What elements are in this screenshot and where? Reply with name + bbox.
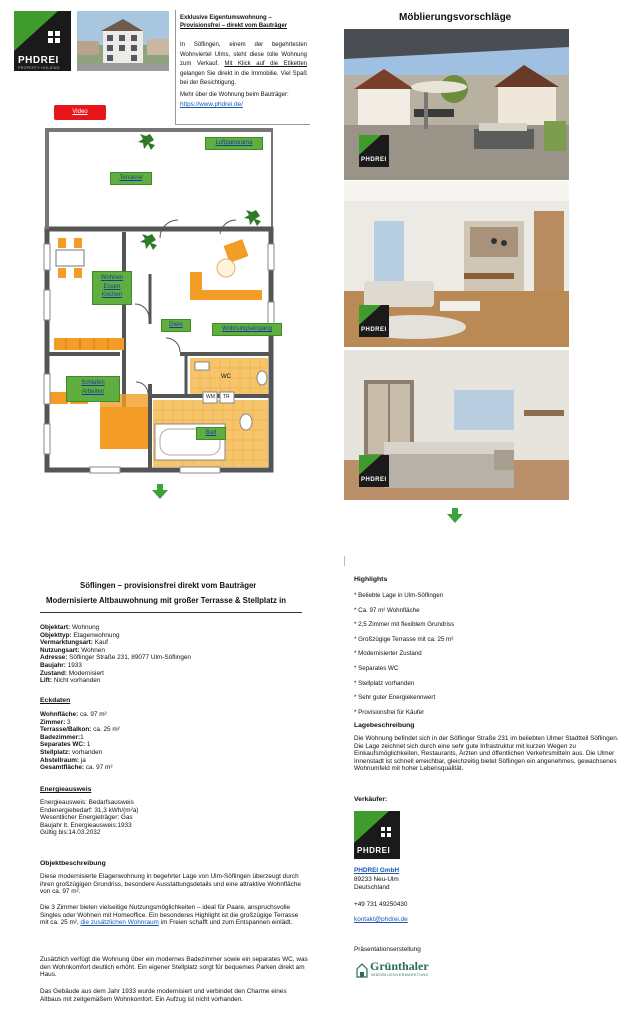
praesentation-label: Präsentationserstellung xyxy=(354,946,421,953)
fact-row: Lift: Nicht vorhanden xyxy=(40,677,101,685)
fact-row: Baujahr: 1933 xyxy=(40,661,82,669)
lage-title: Lagebeschreibung xyxy=(354,722,415,729)
terrace-render-photo xyxy=(344,29,569,180)
seller-title: Verkäufer: xyxy=(354,796,388,803)
facts-list xyxy=(40,624,191,685)
fact-row: Vermarktungsart: Kauf xyxy=(40,639,108,647)
energie-row: Gültig bis:14.03.2032 xyxy=(40,829,101,837)
objekt-p2-a: Die 3 Zimmer bieten vielseitige Nutzungsmöglichkeiten – ideal für Paare, anspruchsvolle Singles oder Wohnen mit Homeoffice. Ein besonderes Highlight ist die großzügige Terrasse mit ca. 25 m², xyxy=(40,904,299,927)
energie-row: Baujahr lt. Energieausweis:1933 xyxy=(40,821,132,829)
fact-row: Nutzungsart: Wohnen xyxy=(40,646,105,654)
fact-row: Adresse: Söflinger Straße 231, 89077 Ulm-Söflingen xyxy=(40,654,191,662)
intro-body-1: In Söflingen, einem der begehrtesten Wohnviertel Ulms, steht diese tolle Wohnung zum Verkauf. xyxy=(180,42,307,68)
building-photo xyxy=(77,11,169,71)
photo-logo-2 xyxy=(359,305,389,337)
seller-logo xyxy=(354,811,400,859)
objekt-title: Objektbeschreibung xyxy=(40,860,106,867)
objekt-p2-b: im Freien schafft und zum Entspannen einlädt. xyxy=(160,919,293,927)
eckdaten-row: Abstellraum: ja xyxy=(40,756,86,764)
label-diele[interactable]: Diele xyxy=(161,319,191,332)
eckdaten-row: Separates WC: 1 xyxy=(40,741,91,749)
seller-city: 89233 Neu-Ulm xyxy=(354,876,399,883)
phdrei-logo xyxy=(14,11,71,71)
fact-row: Objektart: Wohnung xyxy=(40,624,100,631)
seller-name-link[interactable]: PHDREI GmbH xyxy=(354,867,400,874)
energie-row: Wesentlicher Energieträger: Gas xyxy=(40,814,133,822)
label-wm: WM xyxy=(206,394,215,400)
video-label: Video xyxy=(72,109,88,115)
objekt-p2-link[interactable]: die zusätzlichen Wohnraum xyxy=(80,919,159,927)
photo-logo-1-brand: PHDREI xyxy=(361,157,387,163)
intro-body-2: gelangen Sie direkt in die Immobilie. Viel Spaß bei der Besichtigung. xyxy=(180,70,307,87)
column-marker xyxy=(344,556,345,566)
label-wohnungseingang[interactable]: Wohnungseingang xyxy=(212,323,282,336)
video-button[interactable] xyxy=(54,105,106,120)
photo-logo-3-brand: PHDREI xyxy=(361,477,387,483)
listing-subtitle: Modernisierte Altbauwohnung mit großer Terrasse & Stellplatz in xyxy=(46,596,287,605)
seller-country: Deutschland xyxy=(354,884,390,891)
house-icon xyxy=(356,962,368,978)
label-bad[interactable]: Bad xyxy=(196,427,226,440)
photo-logo-1 xyxy=(359,135,389,167)
listing-title: Söflingen – provisionsfrei direkt vom Bauträger xyxy=(80,581,257,590)
label-terrasse[interactable]: Terrasse xyxy=(110,172,152,185)
eckdaten-list xyxy=(40,711,120,772)
fact-row: Zustand: Modernisiert xyxy=(40,669,104,677)
photo-logo-2-brand: PHDREI xyxy=(361,327,387,333)
gruenthaler-sub: IMMOBILIENVERMARKTUNG xyxy=(371,973,429,977)
highlight-item: * Beliebte Lage in Ulm-Söflingen xyxy=(354,592,444,599)
highlight-item: * Modernisierter Zustand xyxy=(354,650,422,658)
label-schlafen-1: Schlafen xyxy=(81,380,105,386)
energie-row: Energieausweis: Bedarfsausweis xyxy=(40,799,134,806)
intro-subtitle: Provisionsfrei – direkt vom Bauträger xyxy=(180,23,288,29)
highlight-item: * Provisionsfrei für Käufer xyxy=(354,708,425,716)
label-wc: WC xyxy=(221,374,231,380)
label-wohnen-1: Wohnen xyxy=(100,275,124,281)
intro-more: Mehr über die Wohnung beim Bauträger: xyxy=(180,92,289,98)
label-schlafen[interactable] xyxy=(66,376,120,402)
logo-sub: PROPERTY HOLDING xyxy=(18,66,60,70)
arrow-down-icon-right[interactable] xyxy=(447,514,463,523)
objekt-paragraph-2 xyxy=(40,904,308,927)
label-tr: TR xyxy=(223,394,230,400)
fact-row: Objekttyp: Etagenwohnung xyxy=(40,631,120,639)
intro-title: Exklusive Eigentumswohnung – xyxy=(180,15,272,21)
eckdaten-row: Zimmer: 3 xyxy=(40,718,71,726)
intro-body xyxy=(180,41,307,89)
living-render-photo xyxy=(344,181,569,347)
objekt-paragraph-4: Das Gebäude aus dem Jahr 1933 wurde modernisiert und verbindet den Charme eines Altbaus mit zeitgemäßem Wohnkomfort. Ein Aufzug ist nicht vorhanden. xyxy=(40,988,287,1003)
moebl-title: Möblierungsvorschläge xyxy=(399,12,512,23)
energie-row: Endenergiebedarf: 31,3 kWh/(m²a) xyxy=(40,806,139,814)
seller-logo-brand: PHDREI xyxy=(357,846,391,855)
highlights-list xyxy=(354,589,454,720)
energie-title: Energieausweis xyxy=(40,786,92,793)
highlight-item: * 2,5 Zimmer mit flexiblem Grundriss xyxy=(354,621,455,629)
highlights-title: Highlights xyxy=(354,576,388,583)
eckdaten-row: Stellplatz: vorhanden xyxy=(40,748,103,756)
highlight-item: * Sehr guter Energiekennwert xyxy=(354,694,436,702)
lage-text: Die Wohnung befindet sich in der Söflinger Straße 231 im beliebten Ulmer Stadtteil Söflingen. Die Lage zeichnet sich durch eine sehr gute Infrastruktur mit kurzen Wegen zu Einkaufsmöglichkeiten, Restaurants, Ärzten und öffentlichen Verkehrsmitteln aus. Die Ulmer Innenstadt ist schnell erreichbar, gleichzeitig bietet Söflingen ein angenehmes, gewachsenes Wohnumfeld mit hoher Lebensqualität. xyxy=(354,735,619,773)
eckdaten-row: Terrasse/Balkon: ca. 25 m² xyxy=(40,726,120,734)
objekt-paragraph-1: Diese modernisierte Etagenwohnung in begehrter Lage von Ulm-Söflingen überzeugt durch ihren großzügigen Grundriss, besondere Ausstattungsdetails und eine attraktive Wohnfläche von ca. 97 m². xyxy=(40,873,301,896)
label-wohnen-2: Essen xyxy=(103,283,121,290)
gruenthaler-brand: Grünthaler xyxy=(370,959,429,973)
label-schlafen-2: Arbeiten xyxy=(81,389,105,395)
label-luftpanorama[interactable]: Luftpanorama xyxy=(205,137,263,150)
objekt-paragraph-3: Zusätzlich verfügt die Wohnung über ein modernes Badezimmer sowie ein separates WC, was den Wohnkomfort deutlich erhöht. Ein eigener Stellplatz sorgt für bequemes Parken direkt am Haus. xyxy=(40,956,308,979)
label-wohnen-3: Kochen xyxy=(101,292,123,298)
photo-logo-3 xyxy=(359,455,389,487)
floor-plan xyxy=(40,124,280,474)
energie-list xyxy=(40,799,138,837)
highlight-item: * Stellplatz vorhanden xyxy=(354,679,415,687)
highlight-item: * Großzügige Terrasse mit ca. 25 m² xyxy=(354,635,454,643)
highlight-item: * Separates WC xyxy=(354,664,399,672)
eckdaten-title: Eckdaten xyxy=(40,697,71,704)
highlight-item: * Ca. 97 m² Wohnfläche xyxy=(354,606,420,614)
arrow-down-icon[interactable] xyxy=(152,490,168,499)
seller-phone: +49 731 49250430 xyxy=(354,901,408,908)
eckdaten-row: Badezimmer:1 xyxy=(40,733,84,741)
logo-brand: PHDREI xyxy=(18,55,59,66)
seller-mail-link[interactable]: kontakt@phdrei.de xyxy=(354,916,408,923)
gruenthaler-logo xyxy=(356,958,446,982)
bedroom-render-photo xyxy=(344,350,569,500)
intro-url-link[interactable]: https://www.phdrei.de/ xyxy=(180,101,243,108)
intro-etiketten-link[interactable]: Mit Klick auf die Etiketten xyxy=(224,61,308,68)
listing-divider xyxy=(40,612,302,613)
eckdaten-row: Gesamtfläche: ca. 97 m² xyxy=(40,764,113,772)
eckdaten-row: Wohnfläche: ca. 97 m² xyxy=(40,711,107,718)
label-wohnen[interactable] xyxy=(92,271,132,305)
